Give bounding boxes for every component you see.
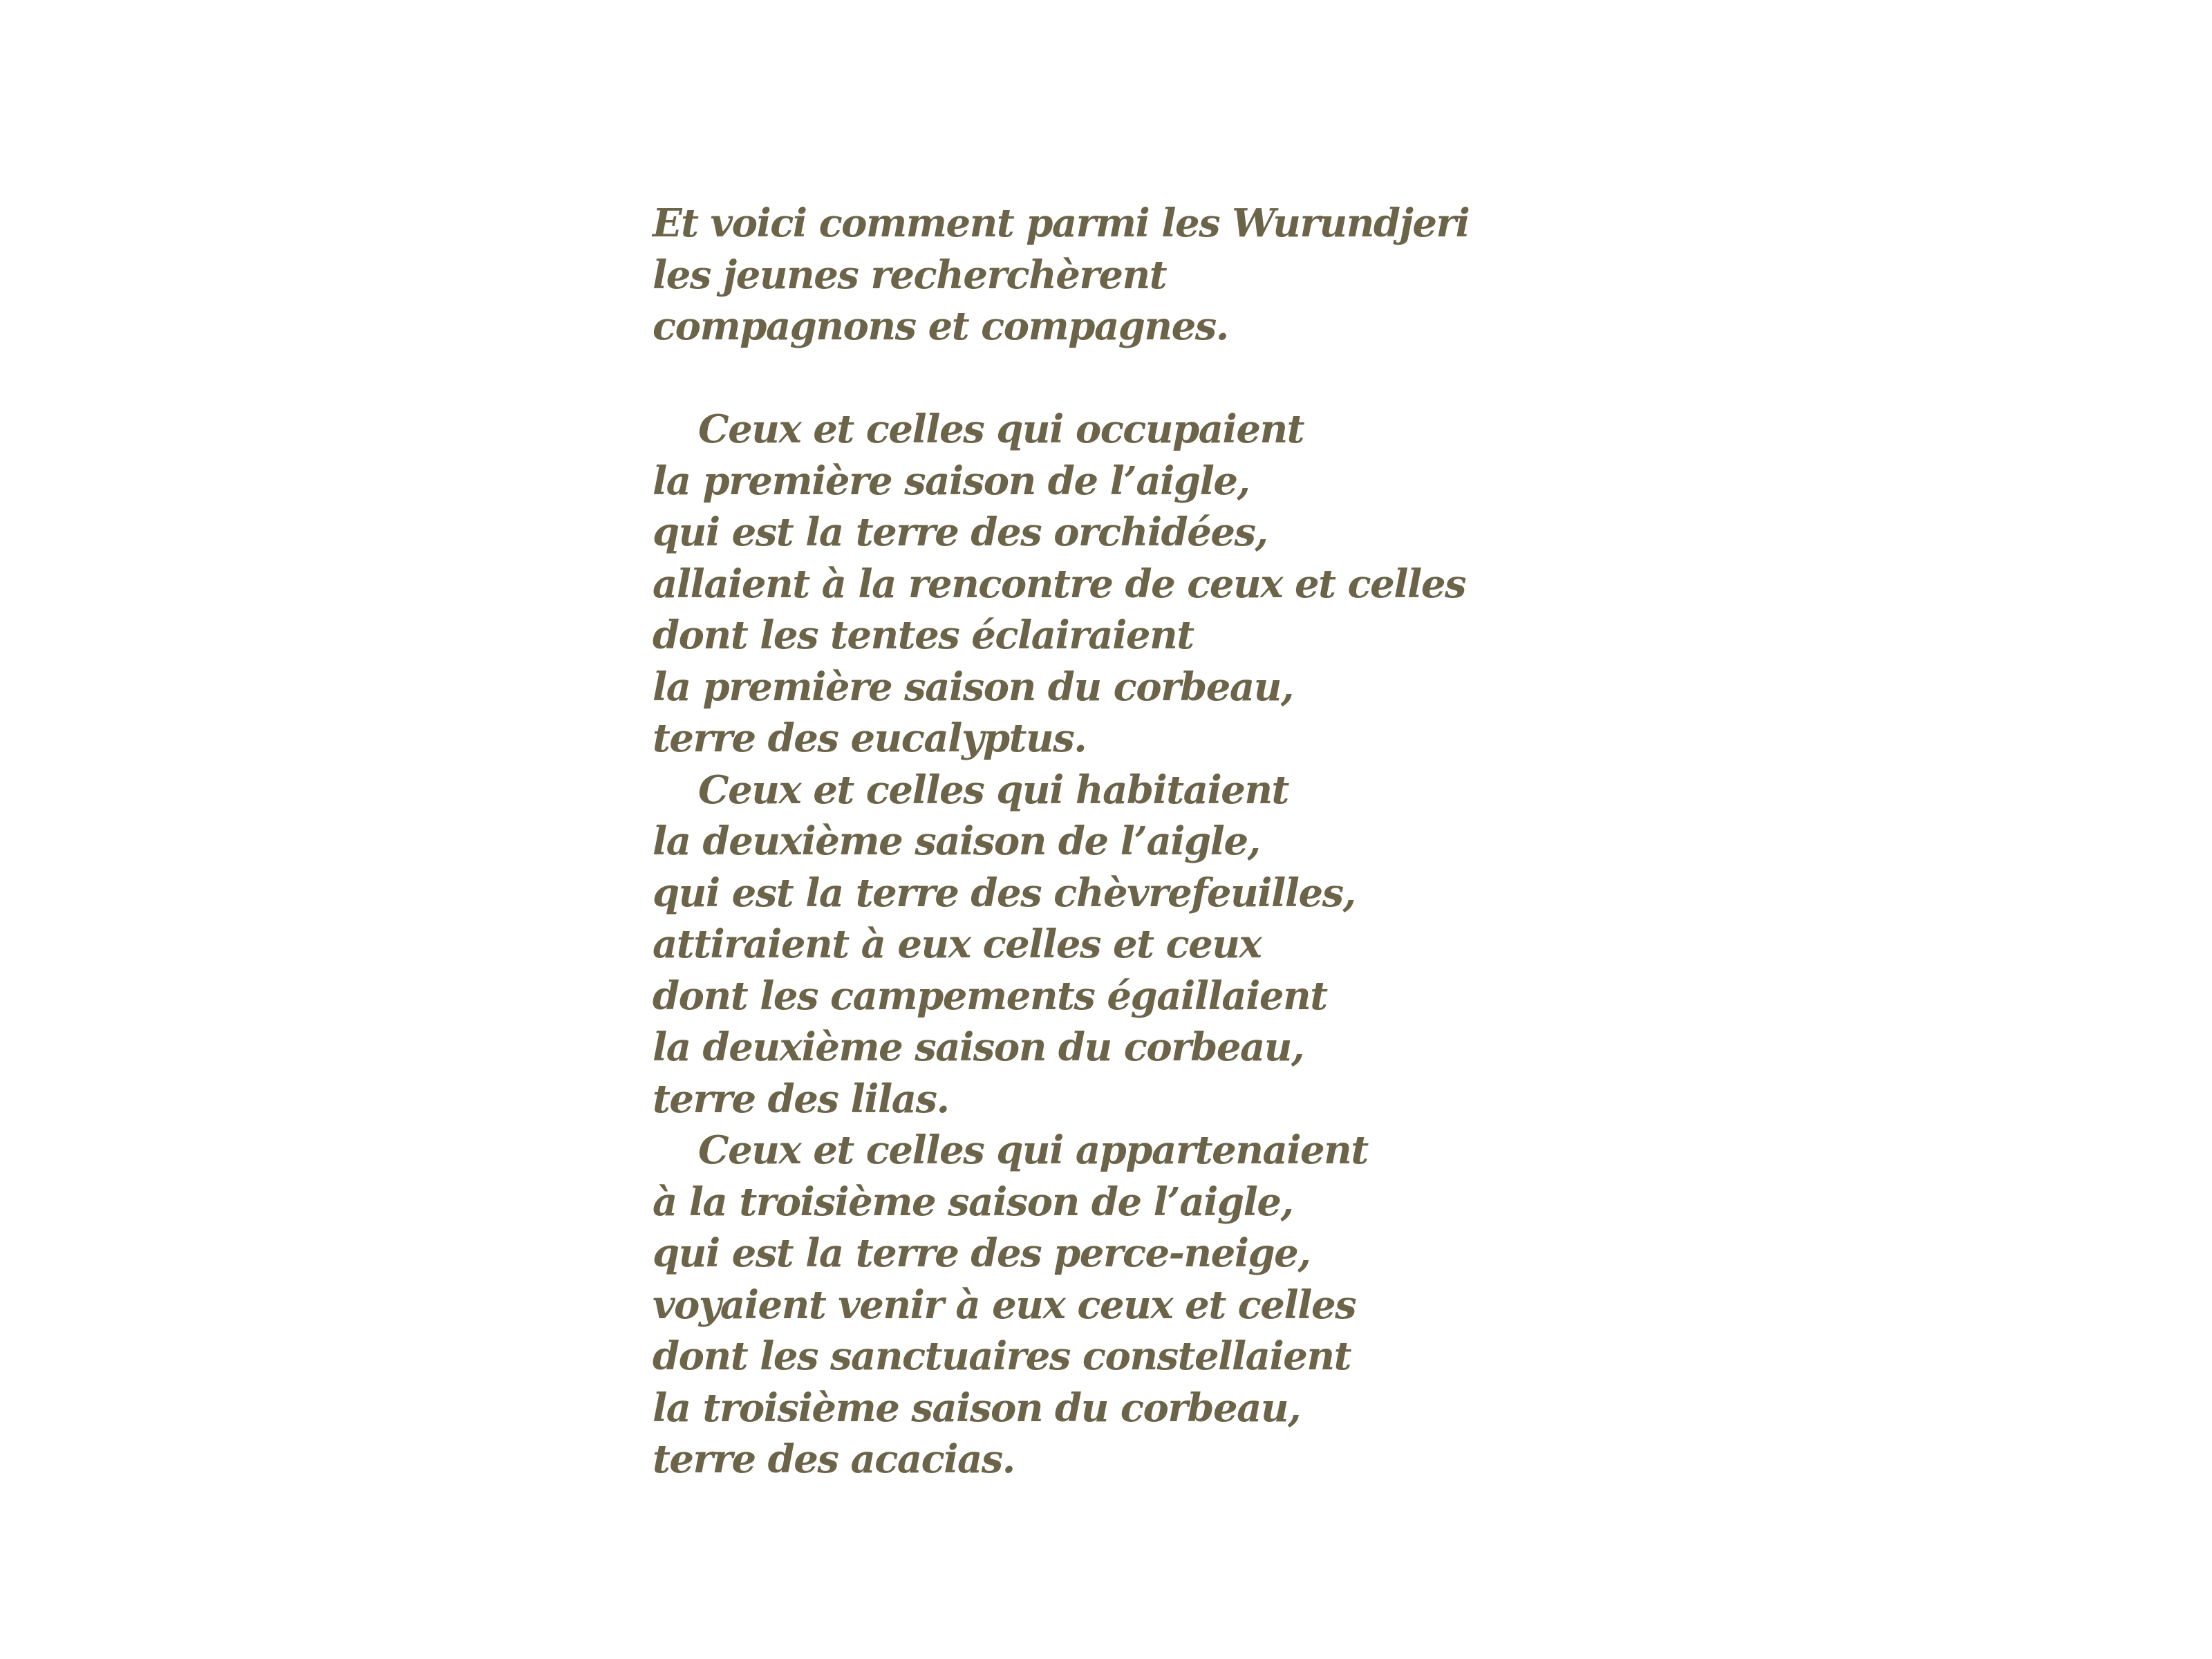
poem-line: terre des lilas. bbox=[653, 1076, 949, 1122]
poem-line: qui est la terre des perce-neige, bbox=[653, 1230, 1311, 1276]
poem-line: qui est la terre des orchidées, bbox=[653, 509, 1268, 555]
poem-line: qui est la terre des chèvrefeuilles, bbox=[653, 870, 1356, 916]
poem-line: Et voici comment parmi les Wurundjeri bbox=[653, 200, 1470, 246]
poem-line: Ceux et celles qui occupaient bbox=[698, 406, 1304, 452]
poem-line: la deuxième saison de l’aigle, bbox=[653, 818, 1260, 864]
poem-line: les jeunes recherchèrent bbox=[653, 252, 1167, 298]
poem-line: terre des acacias. bbox=[653, 1436, 1015, 1482]
poem-line: la deuxième saison du corbeau, bbox=[653, 1024, 1304, 1070]
stanza-gap bbox=[653, 353, 1620, 404]
poem-line: dont les campements égaillaient bbox=[653, 973, 1327, 1019]
poem-line: la première saison de l’aigle, bbox=[653, 458, 1250, 504]
poem-line: voyaient venir à eux ceux et celles bbox=[653, 1282, 1356, 1328]
poem-line: terre des eucalyptus. bbox=[653, 715, 1087, 761]
poem-line: dont les sanctuaires constellaient bbox=[653, 1333, 1351, 1379]
poem-line: allaient à la rencontre de ceux et celles bbox=[653, 561, 1465, 607]
poem-line: Ceux et celles qui appartenaient bbox=[698, 1127, 1368, 1173]
poem-line: dont les tentes éclairaient bbox=[653, 612, 1194, 658]
poem-line: à la troisième saison de l’aigle, bbox=[653, 1179, 1293, 1225]
poem-line: la première saison du corbeau, bbox=[653, 664, 1293, 710]
poem-line: Ceux et celles qui habitaient bbox=[698, 767, 1288, 813]
poem-line: compagnons et compagnes. bbox=[653, 303, 1228, 349]
poem-line: la troisième saison du corbeau, bbox=[653, 1385, 1301, 1431]
poem-line: attiraient à eux celles et ceux bbox=[653, 921, 1262, 967]
poem-text bbox=[653, 198, 1620, 1485]
